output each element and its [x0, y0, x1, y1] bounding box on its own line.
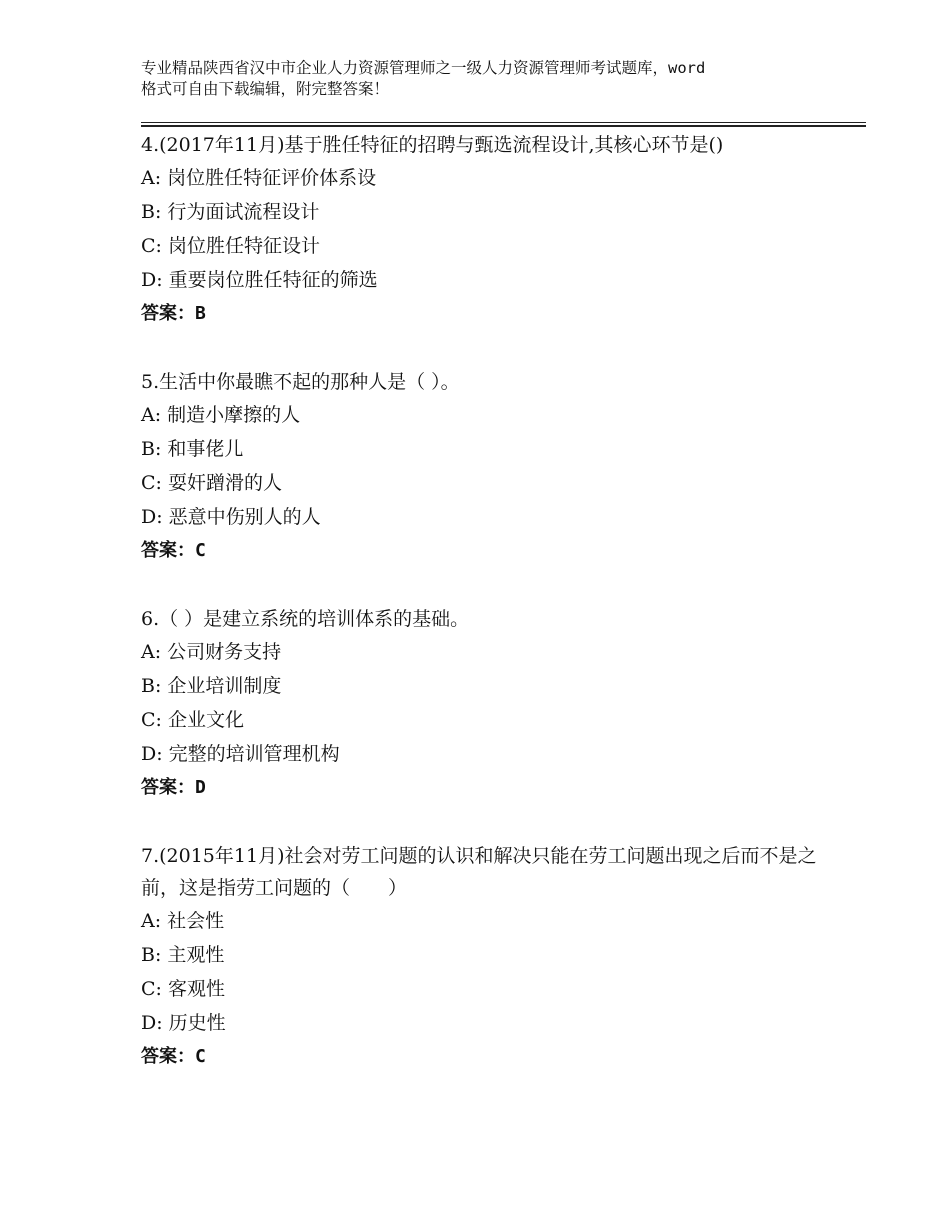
option-a: A: 公司财务支持	[141, 641, 282, 663]
question-text: 4.(2017年11月)基于胜任特征的招聘与甄选流程设计,其核心环节是()	[141, 134, 724, 156]
option-a: A: 社会性	[141, 910, 225, 932]
question-6	[141, 602, 831, 805]
answer: 答案：C	[141, 540, 206, 561]
option-c: C: 岗位胜任特征设计	[141, 235, 320, 257]
answer: 答案：B	[141, 303, 206, 324]
question-text: 7.(2015年11月)社会对劳工问题的认识和解决只能在劳工问题出现之后而不是之前，这是指劳工问题的（ ）	[141, 845, 817, 899]
question-list	[141, 128, 831, 1074]
option-a: A: 制造小摩擦的人	[141, 404, 301, 426]
option-c: C: 企业文化	[141, 709, 244, 731]
option-b: B: 行为面试流程设计	[141, 201, 320, 223]
option-c: C: 客观性	[141, 978, 225, 1000]
option-d: D: 历史性	[141, 1012, 226, 1034]
option-d: D: 完整的培训管理机构	[141, 743, 340, 765]
header-line-1: 专业精品陕西省汉中市企业人力资源管理师之一级人力资源管理师考试题库，word	[141, 59, 706, 77]
option-d: D: 重要岗位胜任特征的筛选	[141, 269, 378, 291]
option-a: A: 岗位胜任特征评价体系设	[141, 167, 377, 189]
question-5	[141, 365, 831, 568]
option-b: B: 主观性	[141, 944, 225, 966]
question-7	[141, 839, 831, 1074]
option-d: D: 恶意中伤别人的人	[141, 506, 321, 528]
document-header	[141, 58, 841, 100]
spacer	[141, 568, 831, 602]
option-b: B: 和事佬儿	[141, 438, 244, 460]
question-4	[141, 128, 831, 331]
header-rule-thin	[141, 122, 866, 123]
header-line-2: 格式可自由下载编辑，附完整答案！	[141, 80, 390, 98]
answer: 答案：D	[141, 777, 206, 798]
spacer	[141, 331, 831, 365]
question-text: 5.生活中你最瞧不起的那种人是（ ）。	[141, 371, 460, 393]
option-c: C: 耍奸蹭滑的人	[141, 472, 282, 494]
header-rule-thick	[141, 125, 866, 127]
answer: 答案：C	[141, 1046, 206, 1067]
question-text: 6.（ ）是建立系统的培训体系的基础。	[141, 608, 470, 630]
option-b: B: 企业培训制度	[141, 675, 282, 697]
spacer	[141, 805, 831, 839]
